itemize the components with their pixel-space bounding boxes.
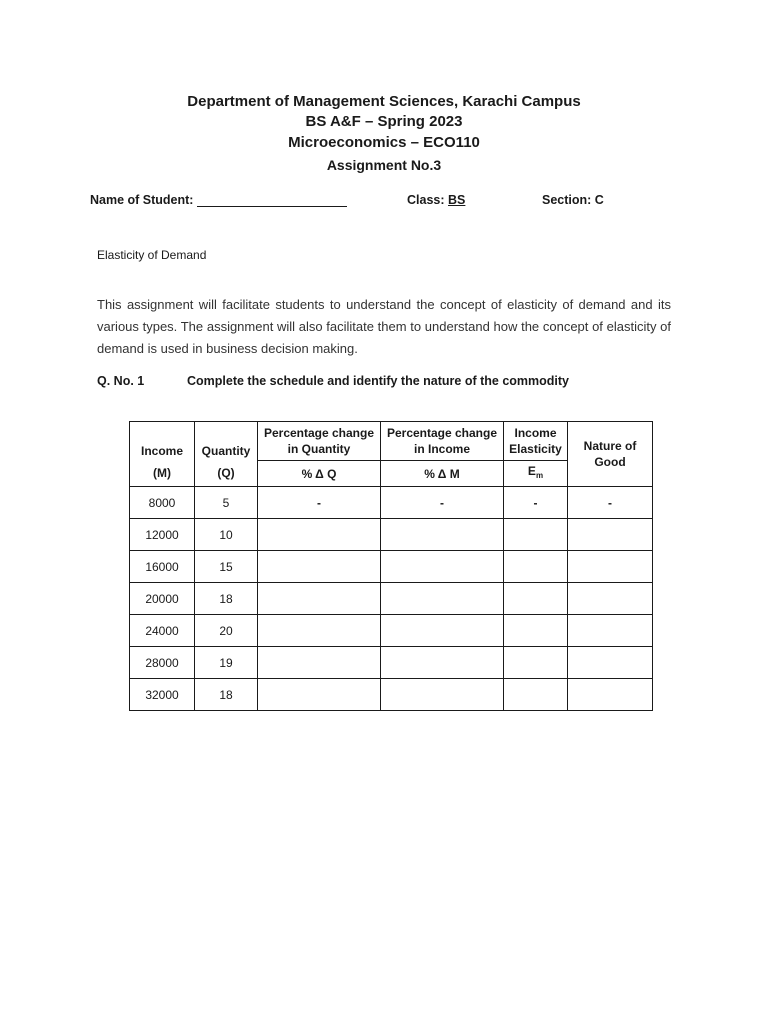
cell-pct-q — [258, 679, 381, 711]
cell-nature — [568, 551, 653, 583]
class-label: Class: — [407, 193, 445, 207]
header-pct-quantity-symbol: % Δ Q — [258, 461, 381, 487]
cell-nature — [568, 519, 653, 551]
cell-income: 16000 — [130, 551, 195, 583]
cell-nature — [568, 615, 653, 647]
cell-elasticity — [504, 679, 568, 711]
cell-elasticity — [504, 647, 568, 679]
cell-elasticity — [504, 519, 568, 551]
cell-quantity: 18 — [195, 583, 258, 615]
cell-pct-q — [258, 519, 381, 551]
header-income-elasticity: Income Elasticity — [504, 422, 568, 461]
cell-pct-m — [381, 615, 504, 647]
topic-heading: Elasticity of Demand — [97, 248, 207, 262]
cell-pct-m — [381, 551, 504, 583]
student-name-label: Name of Student: — [90, 193, 194, 207]
course-title: Microeconomics – ECO110 — [288, 134, 480, 151]
cell-quantity: 10 — [195, 519, 258, 551]
cell-elasticity — [504, 583, 568, 615]
section-field — [542, 193, 604, 207]
header-pct-quantity: Percentage change in Quantity — [258, 422, 381, 461]
schedule-table — [129, 421, 653, 711]
section-value: C — [594, 193, 604, 207]
elasticity-subscript: m — [535, 471, 544, 480]
table-row — [130, 519, 653, 551]
cell-pct-m — [381, 679, 504, 711]
cell-income: 32000 — [130, 679, 195, 711]
student-name-field — [90, 193, 347, 207]
class-field — [407, 193, 465, 207]
cell-income: 20000 — [130, 583, 195, 615]
table-row — [130, 583, 653, 615]
header-nature-of-good: Nature of Good — [568, 422, 653, 487]
cell-quantity: 5 — [195, 487, 258, 519]
cell-elasticity: - — [504, 487, 568, 519]
header-elasticity-symbol — [504, 461, 568, 487]
class-value: BS — [448, 193, 466, 207]
cell-nature — [568, 647, 653, 679]
cell-quantity: 15 — [195, 551, 258, 583]
cell-pct-m: - — [381, 487, 504, 519]
cell-quantity: 19 — [195, 647, 258, 679]
cell-pct-q — [258, 647, 381, 679]
cell-nature: - — [568, 487, 653, 519]
cell-pct-q — [258, 615, 381, 647]
cell-pct-m — [381, 583, 504, 615]
header-quantity: Quantity — [195, 422, 258, 461]
cell-pct-m — [381, 647, 504, 679]
cell-nature — [568, 679, 653, 711]
section-label: Section: — [542, 193, 592, 207]
intro-paragraph: This assignment will facilitate students to understand the concept of elasticity of demand and its various types. The assignment will also facilitate them to understand how the concept of elasticity of demand is used in business decision making. — [97, 297, 671, 356]
header-pct-income: Percentage change in Income — [381, 422, 504, 461]
table-row — [130, 487, 653, 519]
header-pct-income-symbol: % Δ M — [381, 461, 504, 487]
table-row — [130, 679, 653, 711]
cell-income: 28000 — [130, 647, 195, 679]
header-income: Income — [130, 422, 195, 461]
cell-pct-q — [258, 551, 381, 583]
cell-income: 24000 — [130, 615, 195, 647]
question-text: Complete the schedule and identify the nature of the commodity — [187, 374, 569, 388]
cell-quantity: 20 — [195, 615, 258, 647]
cell-pct-q — [258, 583, 381, 615]
header-quantity-symbol: (Q) — [195, 461, 258, 487]
cell-income: 8000 — [130, 487, 195, 519]
program-title: BS A&F – Spring 2023 — [305, 113, 463, 130]
header-income-symbol: (M) — [130, 461, 195, 487]
table-row — [130, 647, 653, 679]
elasticity-symbol: E — [527, 464, 536, 478]
cell-pct-m — [381, 519, 504, 551]
cell-quantity: 18 — [195, 679, 258, 711]
cell-income: 12000 — [130, 519, 195, 551]
department-title: Department of Management Sciences, Karachi Campus — [187, 93, 581, 110]
cell-elasticity — [504, 551, 568, 583]
assignment-title: Assignment No.3 — [326, 157, 442, 173]
table-row — [130, 615, 653, 647]
student-name-blank — [197, 194, 347, 207]
table-row — [130, 551, 653, 583]
cell-nature — [568, 583, 653, 615]
cell-elasticity — [504, 615, 568, 647]
cell-pct-q: - — [258, 487, 381, 519]
question-number: Q. No. 1 — [97, 374, 145, 388]
